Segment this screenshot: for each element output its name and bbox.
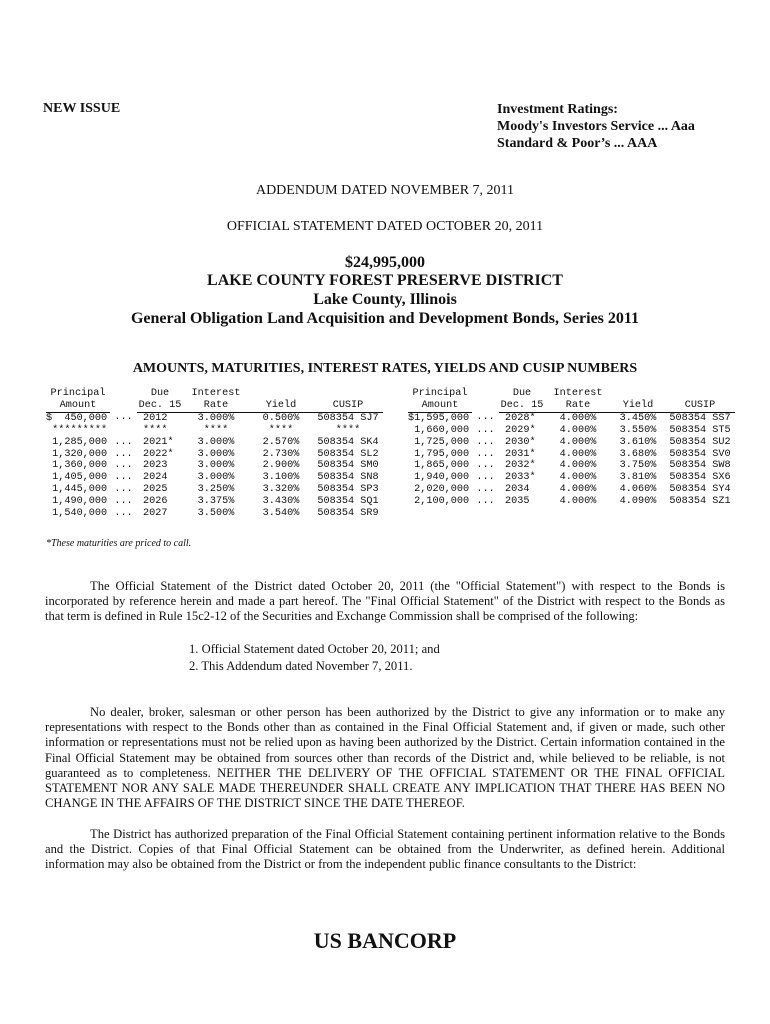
cell-rate: 3.375% bbox=[197, 496, 235, 508]
cell-amount: $1,595,000 bbox=[408, 412, 470, 424]
cell-cusip: 508354 SR9 bbox=[317, 508, 379, 520]
cell-amount: 1,490,000 bbox=[46, 496, 108, 508]
ratings-moodys: Moody's Investors Service ... Aaa bbox=[497, 119, 695, 134]
cell-rate: 4.000% bbox=[559, 460, 597, 472]
maturity-row bbox=[46, 496, 383, 508]
maturity-row bbox=[408, 472, 735, 484]
cell-rate: 3.000% bbox=[197, 460, 235, 472]
header-rate: Rate bbox=[545, 400, 611, 412]
maturity-row bbox=[46, 484, 383, 496]
cell-amount: ********* bbox=[46, 424, 108, 436]
header-dec15: Dec. 15 bbox=[138, 399, 182, 411]
cell-cusip: 508354 SN8 bbox=[317, 472, 379, 484]
bond-series-title: General Obligation Land Acquisition and Development Bonds, Series 2011 bbox=[130, 310, 640, 327]
maturity-row bbox=[408, 425, 735, 437]
cell-yield: 3.750% bbox=[619, 460, 657, 472]
maturity-row bbox=[46, 460, 383, 472]
cell-rate: 4.000% bbox=[559, 472, 597, 484]
maturity-row bbox=[46, 412, 383, 424]
ratings-sp: Standard & Poor’s ... AAA bbox=[497, 136, 658, 151]
header-principal: Principal bbox=[412, 388, 468, 399]
cell-yield: 2.730% bbox=[262, 448, 300, 460]
cell-yield: 2.570% bbox=[262, 436, 300, 448]
cell-due: 2022* bbox=[143, 448, 174, 460]
cell-rate: 3.000% bbox=[197, 436, 235, 448]
cell-rate: 4.000% bbox=[559, 436, 597, 448]
header-interest: Interest bbox=[191, 388, 241, 399]
document-list bbox=[189, 641, 440, 674]
cell-cusip: 508354 SM0 bbox=[317, 460, 379, 472]
cell-cusip: 508354 SJ7 bbox=[317, 412, 379, 424]
cell-dots: ... bbox=[114, 496, 133, 508]
cell-yield: 4.060% bbox=[619, 484, 657, 496]
cell-dots: ... bbox=[114, 460, 133, 472]
cell-yield: **** bbox=[268, 424, 294, 436]
cell-rate: 3.000% bbox=[197, 448, 235, 460]
maturity-row bbox=[408, 484, 735, 496]
call-footnote: *These maturities are priced to call. bbox=[46, 538, 192, 549]
cell-rate: 3.000% bbox=[197, 472, 235, 484]
cell-due: 2012 bbox=[143, 412, 168, 424]
cell-yield: 3.430% bbox=[262, 496, 300, 508]
list-item: 2. This Addendum dated November 7, 2011. bbox=[189, 658, 413, 673]
cell-due: 2027 bbox=[143, 508, 168, 520]
county-name: Lake County, Illinois bbox=[313, 291, 457, 308]
maturity-row bbox=[46, 437, 383, 449]
cell-amount: $ 450,000 bbox=[46, 412, 108, 424]
maturity-table-left bbox=[46, 388, 383, 520]
maturity-table-heading: AMOUNTS, MATURITIES, INTEREST RATES, YIELDS AND CUSIP NUMBERS bbox=[132, 361, 638, 376]
cell-amount: 2,020,000 bbox=[408, 484, 470, 496]
cell-due: 2024 bbox=[143, 472, 168, 484]
cell-due: 2023 bbox=[143, 460, 168, 472]
maturity-row bbox=[408, 449, 735, 461]
cell-cusip: 508354 SP3 bbox=[317, 484, 379, 496]
cell-yield: 3.610% bbox=[619, 436, 657, 448]
cell-cusip: 508354 SU2 bbox=[669, 436, 731, 448]
maturity-row bbox=[46, 472, 383, 484]
cell-due: **** bbox=[143, 424, 168, 436]
list-item: 1. Official Statement dated October 20, 2011; and bbox=[189, 642, 440, 656]
cell-yield: 0.500% bbox=[262, 412, 300, 424]
cell-due: 2031* bbox=[505, 448, 536, 460]
cell-cusip: 508354 SW8 bbox=[669, 460, 731, 472]
cell-due: 2035 bbox=[505, 496, 530, 508]
header-amount: Amount bbox=[408, 400, 472, 412]
cell-dots: ... bbox=[476, 448, 495, 460]
cell-yield: 3.810% bbox=[619, 472, 657, 484]
cell-cusip: 508354 SZ1 bbox=[669, 496, 731, 508]
official-statement-date: OFFICIAL STATEMENT DATED OCTOBER 20, 2011 bbox=[226, 219, 544, 234]
cell-rate: 4.000% bbox=[559, 424, 597, 436]
cell-yield: 3.320% bbox=[262, 484, 300, 496]
cell-due: 2026 bbox=[143, 496, 168, 508]
cell-cusip: 508354 SY4 bbox=[669, 484, 731, 496]
header-principal: Principal bbox=[50, 388, 106, 399]
header-cusip: CUSIP bbox=[313, 400, 383, 412]
cell-dots: ... bbox=[476, 436, 495, 448]
cell-dots: ... bbox=[114, 472, 133, 484]
cell-amount: 1,360,000 bbox=[46, 460, 108, 472]
cell-dots: ... bbox=[476, 472, 495, 484]
maturity-row bbox=[408, 460, 735, 472]
cell-yield: 3.540% bbox=[262, 508, 300, 520]
maturity-row bbox=[408, 437, 735, 449]
cell-cusip: 508354 SS7 bbox=[669, 412, 731, 424]
cell-rate: **** bbox=[203, 424, 229, 436]
cell-amount: 1,445,000 bbox=[46, 484, 108, 496]
cell-dots: ... bbox=[476, 412, 495, 424]
cell-rate: 3.250% bbox=[197, 484, 235, 496]
header-due: Due bbox=[512, 388, 532, 399]
cell-amount: 1,795,000 bbox=[408, 448, 470, 460]
cell-cusip: 508354 SK4 bbox=[317, 436, 379, 448]
cell-dots: ... bbox=[476, 460, 495, 472]
cell-amount: 1,540,000 bbox=[46, 508, 108, 520]
cell-amount: 1,660,000 bbox=[408, 424, 470, 436]
maturity-row bbox=[408, 412, 735, 424]
header-due: Due bbox=[150, 388, 170, 399]
issuer-name: LAKE COUNTY FOREST PRESERVE DISTRICT bbox=[207, 272, 563, 289]
paragraph-incorporation: The Official Statement of the District dated October 20, 2011 (the "Official Statement") with respect to the Bonds is incorporated by reference herein and made a part hereof. The "Final Official Statement" of the District with respect to the Bonds as that term is defined in Rule 15c2-12 of the Securities and Exchange Commission shall be comprised of the following: bbox=[45, 579, 725, 624]
cell-due: 2033* bbox=[505, 472, 536, 484]
cell-amount: 1,725,000 bbox=[408, 436, 470, 448]
paragraph-availability: The District has authorized preparation of the Final Official Statement containing pertinent information relative to the Bonds and the District. Copies of that Final Official Statement can be obtained from the Underwriter, as defined herein. Additional information may also be obtained from the District or from the independent public finance consultants to the District: bbox=[45, 827, 725, 872]
header-rate: Rate bbox=[183, 400, 249, 412]
cell-dots: ... bbox=[114, 484, 133, 496]
cell-amount: 1,405,000 bbox=[46, 472, 108, 484]
paragraph-disclaimer: No dealer, broker, salesman or other person has been authorized by the District to give any information or to make any representations with respect to the Bonds other than as contained in the Final Official Statement and, if given or made, such other information or representations must not be relied upon as having been authorized by the District. Certain information contained in the Final Official Statement may be obtained from sources other than records of the District and, while believed to be reliable, is not guaranteed as to completeness. NEITHER THE DELIVERY OF THE OFFICIAL STATEMENT OR THE FINAL OFFICIAL STATEMENT NOR ANY SALE MADE THEREUNDER SHALL CREATE ANY IMPLICATION THAT THERE HAS BEEN NO CHANGE IN THE AFFAIRS OF THE DISTRICT SINCE THE DATE THEREOF. bbox=[45, 705, 725, 811]
cell-rate: 4.000% bbox=[559, 484, 597, 496]
cell-dots: ... bbox=[476, 424, 495, 436]
cell-due: 2032* bbox=[505, 460, 536, 472]
cell-yield: 4.090% bbox=[619, 496, 657, 508]
cell-dots: ... bbox=[114, 508, 133, 520]
cell-amount: 2,100,000 bbox=[408, 496, 470, 508]
cell-due: 2030* bbox=[505, 436, 536, 448]
new-issue-label: NEW ISSUE bbox=[43, 101, 121, 116]
cell-amount: 1,320,000 bbox=[46, 448, 108, 460]
cell-rate: 4.000% bbox=[559, 496, 597, 508]
addendum-date: ADDENDUM DATED NOVEMBER 7, 2011 bbox=[255, 183, 515, 198]
cell-yield: 3.550% bbox=[619, 424, 657, 436]
cell-cusip: 508354 SX6 bbox=[669, 472, 731, 484]
cell-cusip: 508354 SV0 bbox=[669, 448, 731, 460]
cell-yield: 3.100% bbox=[262, 472, 300, 484]
maturity-row bbox=[46, 425, 383, 437]
cell-dots: ... bbox=[476, 484, 495, 496]
header-amount: Amount bbox=[46, 400, 110, 412]
cell-amount: 1,940,000 bbox=[408, 472, 470, 484]
cell-rate: 3.500% bbox=[197, 508, 235, 520]
cell-due: 2021* bbox=[143, 436, 174, 448]
ratings-title: Investment Ratings: bbox=[497, 102, 618, 117]
maturity-row bbox=[46, 508, 383, 520]
maturity-table-right bbox=[408, 388, 735, 508]
cell-dots: ... bbox=[114, 448, 133, 460]
header-cusip: CUSIP bbox=[665, 400, 735, 412]
cell-yield: 3.680% bbox=[619, 448, 657, 460]
underwriter-name: US BANCORP bbox=[313, 928, 457, 953]
cell-due: 2029* bbox=[505, 424, 536, 436]
bond-amount: $24,995,000 bbox=[345, 254, 425, 271]
cell-yield: 2.900% bbox=[262, 460, 300, 472]
cell-dots: ... bbox=[114, 412, 133, 424]
header-interest: Interest bbox=[553, 388, 603, 399]
cell-dots bbox=[110, 425, 137, 437]
cell-cusip: 508354 SL2 bbox=[317, 448, 379, 460]
cell-due: 2025 bbox=[143, 484, 168, 496]
investment-ratings bbox=[497, 101, 695, 152]
maturity-row bbox=[46, 449, 383, 461]
cell-dots: ... bbox=[114, 436, 133, 448]
maturity-row bbox=[408, 496, 735, 508]
cell-rate: 3.000% bbox=[197, 412, 235, 424]
header-yield: Yield bbox=[611, 400, 665, 412]
cell-rate: 4.000% bbox=[559, 412, 597, 424]
cell-due: 2034 bbox=[505, 484, 530, 496]
header-dec15: Dec. 15 bbox=[500, 399, 544, 411]
cell-cusip: 508354 SQ1 bbox=[317, 496, 379, 508]
cell-cusip: 508354 ST5 bbox=[669, 424, 731, 436]
cell-due: 2028* bbox=[505, 412, 536, 424]
cell-dots: ... bbox=[476, 496, 495, 508]
cell-yield: 3.450% bbox=[619, 412, 657, 424]
cell-cusip: **** bbox=[335, 424, 361, 436]
cell-rate: 4.000% bbox=[559, 448, 597, 460]
cell-amount: 1,285,000 bbox=[46, 436, 108, 448]
header-yield: Yield bbox=[249, 400, 313, 412]
cell-amount: 1,865,000 bbox=[408, 460, 470, 472]
